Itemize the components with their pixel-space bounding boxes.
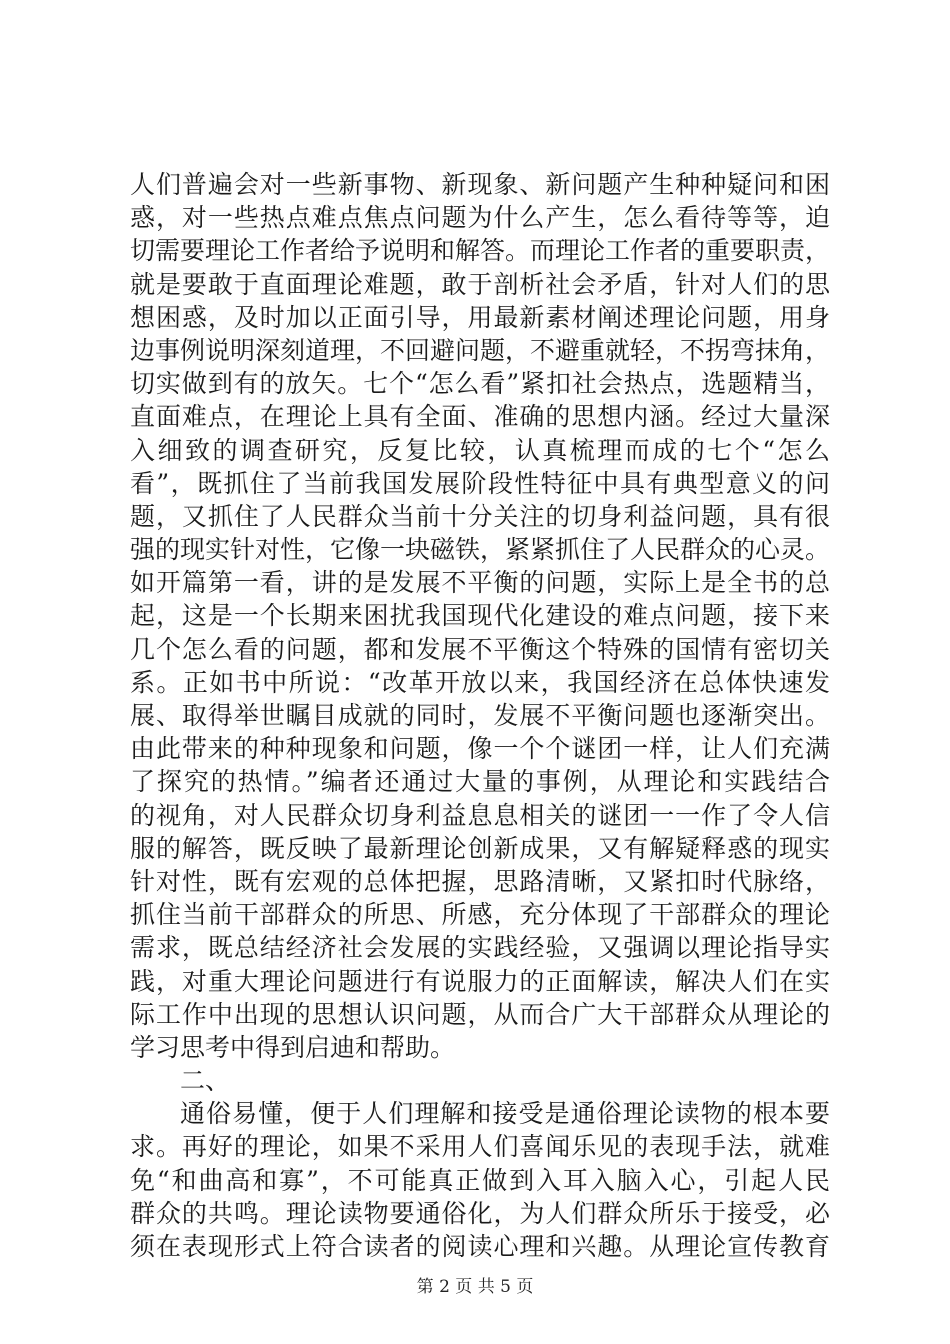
paragraph-line: 切实做到有的放矢。七个“怎么看”紧扣社会热点，选题精当， (130, 369, 830, 399)
paragraph-2 (130, 1097, 830, 1263)
paragraph-line: 如开篇第一看，讲的是发展不平衡的问题，实际上是全书的总 (130, 568, 830, 598)
paragraph-line: 系。正如书中所说：“改革开放以来，我国经济在总体快速发 (130, 667, 830, 697)
paragraph-line: 践，对重大理论问题进行有说服力的正面解读，解决人们在实 (130, 966, 830, 996)
paragraph-line: 服的解答，既反映了最新理论创新成果，又有解疑释惑的现实 (130, 833, 830, 863)
paragraph-line: 就是要敢于直面理论难题，敢于剖析社会矛盾，针对人们的思 (130, 269, 830, 299)
paragraph-line: 际工作中出现的思想认识问题，从而合广大干部群众从理论的 (130, 999, 830, 1029)
paragraph-line: 学习思考中得到启迪和帮助。 (130, 1032, 456, 1062)
paragraph-line: 针对性，既有宏观的总体把握，思路清晰，又紧扣时代脉络， (130, 866, 830, 896)
paragraph-line: 起，这是一个长期来困扰我国现代化建设的难点问题，接下来 (130, 601, 830, 631)
paragraph-line: 展、取得举世瞩目成就的同时，发展不平衡问题也逐渐突出。 (130, 701, 830, 730)
paragraph-line: 题，又抓住了人民群众当前十分关注的切身利益问题，具有很 (130, 501, 830, 531)
paragraph-line: 惑，对一些热点难点焦点问题为什么产生，怎么看待等等，迫 (130, 203, 830, 233)
paragraph-line: 了探究的热情。”编者还通过大量的事例，从理论和实践结合 (130, 767, 830, 797)
paragraph-line: 的视角，对人民群众切身利益息息相关的谜团一一作了令人信 (130, 800, 830, 830)
section-heading: 二、 (180, 1066, 231, 1096)
paragraph-line: 由此带来的种种现象和问题，像一个个谜团一样，让人们充满 (130, 734, 830, 764)
paragraph-line: 通俗易懂，便于人们理解和接受是通俗理论读物的根本要 (180, 1099, 830, 1129)
paragraph-line: 几个怎么看的问题，都和发展不平衡这个特殊的国情有密切关 (130, 634, 830, 664)
page-number-footer: 第 2 页 共 5 页 (416, 1277, 534, 1297)
paragraph-line: 需求，既总结经济社会发展的实践经验，又强调以理论指导实 (130, 933, 830, 963)
paragraph-line: 抓住当前干部群众的所思、所感，充分体现了干部群众的理论 (130, 900, 830, 930)
paragraph-line: 入细致的调查研究，反复比较，认真梳理而成的七个“怎么 (130, 435, 830, 465)
paragraph-line: 切需要理论工作者给予说明和解答。而理论工作者的重要职责， (130, 236, 831, 266)
document-body (130, 168, 830, 1263)
paragraph-line: 群众的共鸣。理论读物要通俗化，为人们群众所乐于接受，必 (130, 1198, 830, 1228)
paragraph-line: 须在表现形式上符合读者的阅读心理和兴趣。从理论宣传教育 (130, 1232, 830, 1261)
paragraph-1 (130, 168, 830, 1064)
paragraph-line: 看”，既抓住了当前我国发展阶段性特征中具有典型意义的问 (130, 468, 830, 498)
paragraph-line: 强的现实针对性，它像一块磁铁，紧紧抓住了人民群众的心灵。 (130, 535, 831, 565)
paragraph-line: 求。再好的理论，如果不采用人们喜闻乐见的表现手法，就难 (130, 1132, 830, 1162)
paragraph-line: 想困惑，及时加以正面引导，用最新素材阐述理论问题，用身 (130, 302, 830, 332)
paragraph-line: 边事例说明深刻道理，不回避问题，不避重就轻，不拐弯抹角， (130, 335, 831, 365)
paragraph-line: 直面难点，在理论上具有全面、准确的思想内涵。经过大量深 (130, 402, 830, 432)
paragraph-line: 人们普遍会对一些新事物、新现象、新问题产生种种疑问和困 (130, 170, 830, 199)
paragraph-line: 免“和曲高和寡”，不可能真正做到入耳入脑入心，引起人民 (130, 1165, 830, 1195)
